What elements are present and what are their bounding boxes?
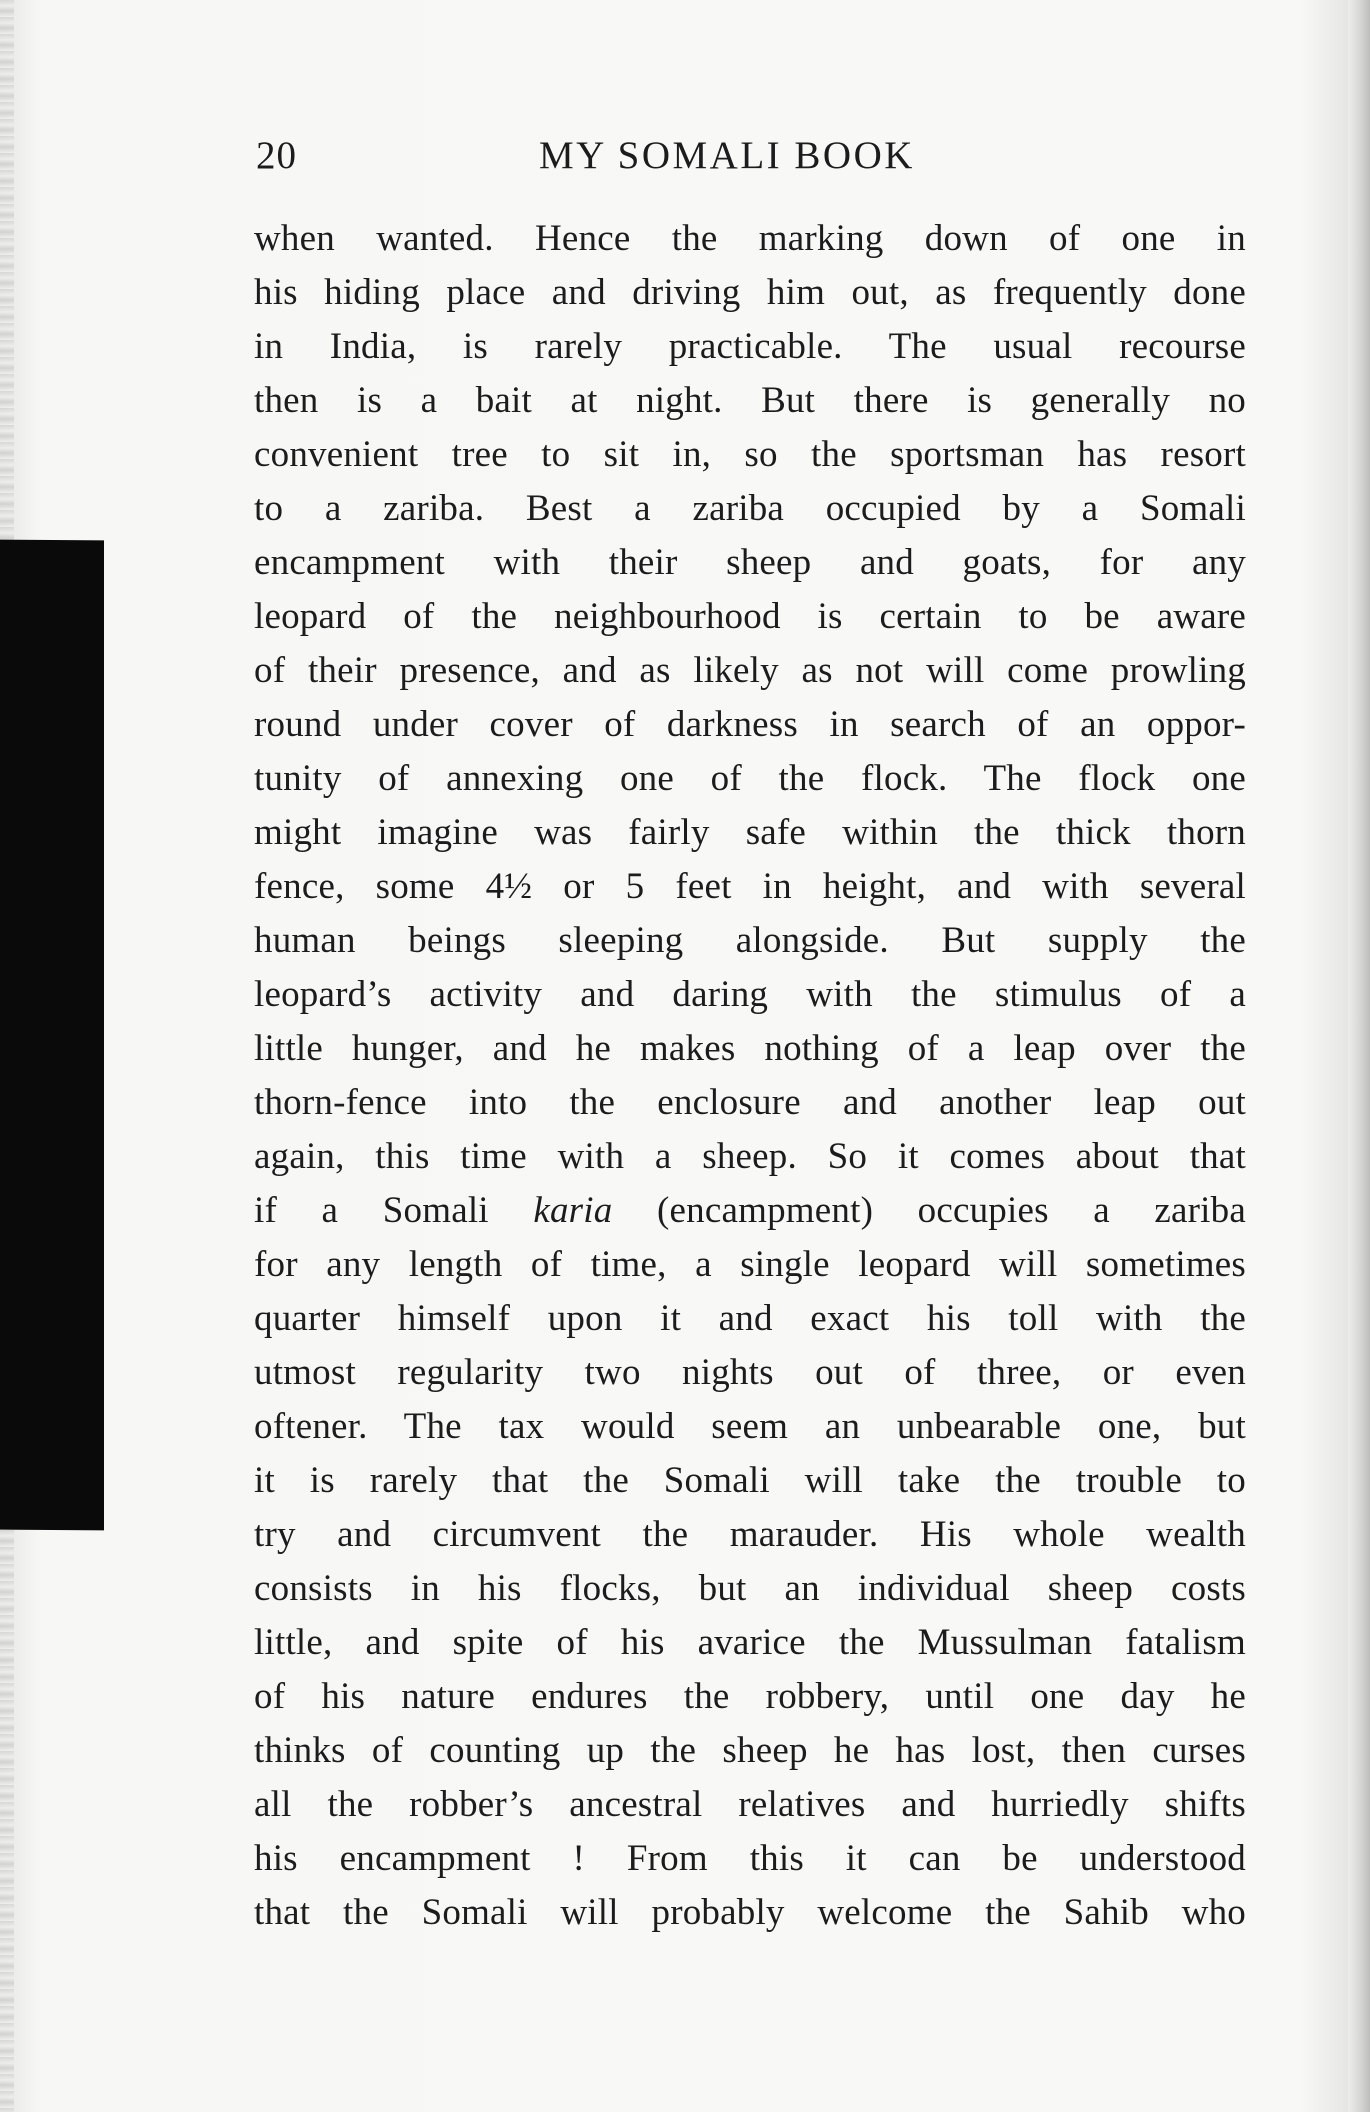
text-line: of his nature endures the robbery, until one day he	[254, 1676, 1246, 1717]
text-line: little hunger, and he makes nothing of a leap over the	[254, 1028, 1246, 1069]
running-title: MY SOMALI BOOK	[539, 134, 915, 177]
text-line: his hiding place and driving him out, as frequently done	[254, 272, 1246, 313]
text-line: again, this time with a sheep. So it comes about that	[254, 1136, 1246, 1177]
text-line: oftener. The tax would seem an unbearable one, but	[254, 1406, 1246, 1447]
text-line-with-italic	[254, 1184, 1246, 1238]
text-line: encampment with their sheep and goats, for any	[254, 542, 1246, 583]
line-segment: (encampment) occupies a zariba	[657, 1190, 1246, 1231]
text-line: thinks of counting up the sheep he has lost, then curses	[254, 1730, 1246, 1771]
body-text	[254, 212, 1246, 1940]
text-line: when wanted. Hence the marking down of one in	[254, 218, 1246, 259]
text-line: then is a bait at night. But there is generally no	[254, 380, 1246, 421]
italic-term: karia	[533, 1190, 613, 1231]
page-header	[256, 133, 1256, 183]
black-binding-tab	[0, 540, 104, 1531]
page-right-edge	[1348, 0, 1370, 2112]
text-line: all the robber’s ancestral relatives and hurriedly shifts	[254, 1784, 1246, 1825]
text-line: thorn-fence into the enclosure and another leap out	[254, 1082, 1246, 1123]
text-line: of their presence, and as likely as not will come prowling	[254, 650, 1246, 691]
text-line: utmost regularity two nights out of three, or even	[254, 1352, 1246, 1393]
text-line: round under cover of darkness in search of an oppor-	[254, 704, 1246, 745]
text-line: try and circumvent the marauder. His whole wealth	[254, 1514, 1246, 1555]
text-line: in India, is rarely practicable. The usual recourse	[254, 326, 1246, 367]
text-line: to a zariba. Best a zariba occupied by a Somali	[254, 488, 1246, 529]
text-line: that the Somali will probably welcome the Sahib who	[254, 1892, 1246, 1933]
text-line: fence, some 4½ or 5 feet in height, and with several	[254, 866, 1246, 907]
text-line: tunity of annexing one of the flock. The flock one	[254, 758, 1246, 799]
text-line: little, and spite of his avarice the Mussulman fatalism	[254, 1622, 1246, 1663]
page-number: 20	[256, 134, 297, 177]
text-line: it is rarely that the Somali will take the trouble to	[254, 1460, 1246, 1501]
text-line: his encampment ! From this it can be understood	[254, 1838, 1246, 1879]
text-line: might imagine was fairly safe within the thick thorn	[254, 812, 1246, 853]
text-line: convenient tree to sit in, so the sportsman has resort	[254, 434, 1246, 475]
line-segment: if a Somali	[254, 1190, 489, 1231]
text-line: consists in his flocks, but an individual sheep costs	[254, 1568, 1246, 1609]
text-line: human beings sleeping alongside. But supply the	[254, 920, 1246, 961]
text-line: for any length of time, a single leopard will sometimes	[254, 1244, 1246, 1285]
text-line: leopard’s activity and daring with the stimulus of a	[254, 974, 1246, 1015]
text-line: quarter himself upon it and exact his toll with the	[254, 1298, 1246, 1339]
text-line: leopard of the neighbourhood is certain to be aware	[254, 596, 1246, 637]
